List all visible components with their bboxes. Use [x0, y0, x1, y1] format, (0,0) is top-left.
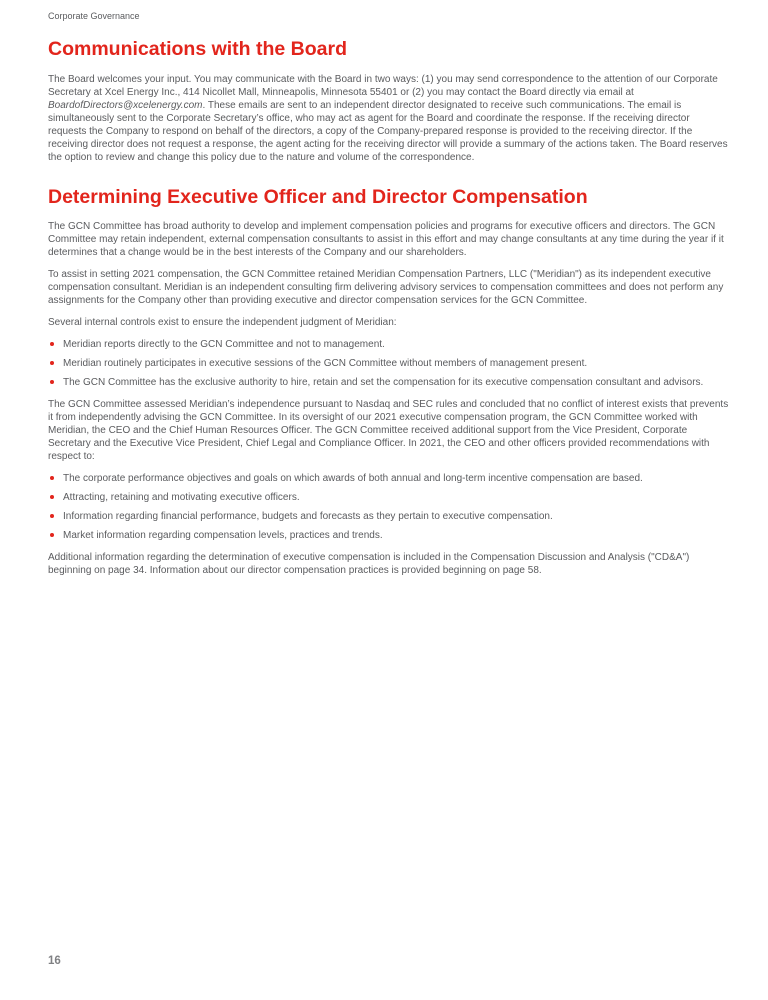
list-item: [48, 357, 730, 370]
list-item: [48, 529, 730, 542]
list-item-text: Market information regarding compensation levels, practices and trends.: [63, 530, 383, 541]
list-item: [48, 376, 730, 389]
paragraph-communications: [48, 73, 730, 164]
paragraph-internal-controls-intro: Several internal controls exist to ensure the independent judgment of Meridian:: [48, 317, 397, 328]
email-address: BoardofDirectors@xcelenergy.com: [48, 100, 203, 111]
paragraph-text: . These emails are sent to an independent director designated to receive such communications. The email is simultaneously sent to the Corporate Secretary’s office, who may act as agent for the Board and coordinate the response. If the receiving director requests the Company to respond on behalf of the directors, a copy of the Company-prepared response is provided to the receiving director. If the receiving director does not request a response, the agent acting for the receiving director will provide a summary of the actions taken. The Board reserves the option to review and change this policy due to the nature and volume of the correspondence.: [48, 100, 728, 163]
bullet-icon: [50, 495, 54, 499]
list-item-text: Attracting, retaining and motivating executive officers.: [63, 492, 300, 503]
paragraph-independence-assessment: The GCN Committee assessed Meridian’s independence pursuant to Nasdaq and SEC rules and concluded that no conflict of interest exists that prevents it from independently advising the GCN Committee. In its oversight of our 2021 executive compensation program, the GCN Committee worked with Meridian, the CEO and the Chief Human Resources Officer. The GCN Committee received additional support from the Vice President, Corporate Secretary and the Executive Vice President, Chief Legal and Compliance Officer. In 2021, the CEO and other officers provided recommendations with respect to:: [48, 399, 729, 462]
bullet-list-recommendations: [48, 472, 730, 542]
list-item-text: Meridian routinely participates in executive sessions of the GCN Committee without members of management present.: [63, 358, 588, 369]
list-item: [48, 472, 730, 485]
document-page: [48, 0, 730, 586]
bullet-icon: [50, 476, 54, 480]
paragraph-text: The Board welcomes your input. You may communicate with the Board in two ways: (1) you may send correspondence to the attention of our Corporate Secretary at Xcel Energy Inc., 414 Nicollet Mall, Minneapolis, Minnesota 55401 or (2) you may contact the Board directly via email at: [48, 74, 718, 98]
paragraph-meridian-retained: To assist in setting 2021 compensation, the GCN Committee retained Meridian Compensation Partners, LLC ("Meridian") as its independent executive compensation consultant. Meridian is an independent consulting firm delivering advisory services to compensation committees and does not perform any assignments for the Company other than providing executive and director compensation services for the GCN Committee.: [48, 269, 724, 306]
paragraph-additional-info: Additional information regarding the determination of executive compensation is included in the Compensation Discussion and Analysis ("CD&A") beginning on page 34. Information about our director compensation practices is provided beginning on page 58.: [48, 552, 690, 576]
list-item: [48, 510, 730, 523]
section-heading-compensation: Determining Executive Officer and Director Compensation: [48, 186, 588, 208]
page-number: 16: [48, 955, 61, 967]
list-item-text: Meridian reports directly to the GCN Committee and not to management.: [63, 339, 385, 350]
breadcrumb: Corporate Governance: [48, 11, 140, 21]
list-item: [48, 338, 730, 351]
bullet-icon: [50, 380, 54, 384]
bullet-list-internal-controls: [48, 338, 730, 389]
list-item: [48, 491, 730, 504]
bullet-icon: [50, 361, 54, 365]
list-item-text: The corporate performance objectives and goals on which awards of both annual and long-term incentive compensation are based.: [63, 473, 643, 484]
bullet-icon: [50, 533, 54, 537]
list-item-text: Information regarding financial performance, budgets and forecasts as they pertain to executive compensation.: [63, 511, 553, 522]
section-heading-communications: Communications with the Board: [48, 38, 348, 60]
bullet-icon: [50, 342, 54, 346]
paragraph-gcn-authority: The GCN Committee has broad authority to develop and implement compensation policies and programs for executive officers and directors. The GCN Committee may retain independent, external compensation consultants to assist in this effort and may change consultants at any time during the year if it determines that a change would be in the best interests of the Company and our shareholders.: [48, 221, 724, 258]
bullet-icon: [50, 514, 54, 518]
list-item-text: The GCN Committee has the exclusive authority to hire, retain and set the compensation for its executive compensation consultant and advisors.: [63, 377, 704, 388]
